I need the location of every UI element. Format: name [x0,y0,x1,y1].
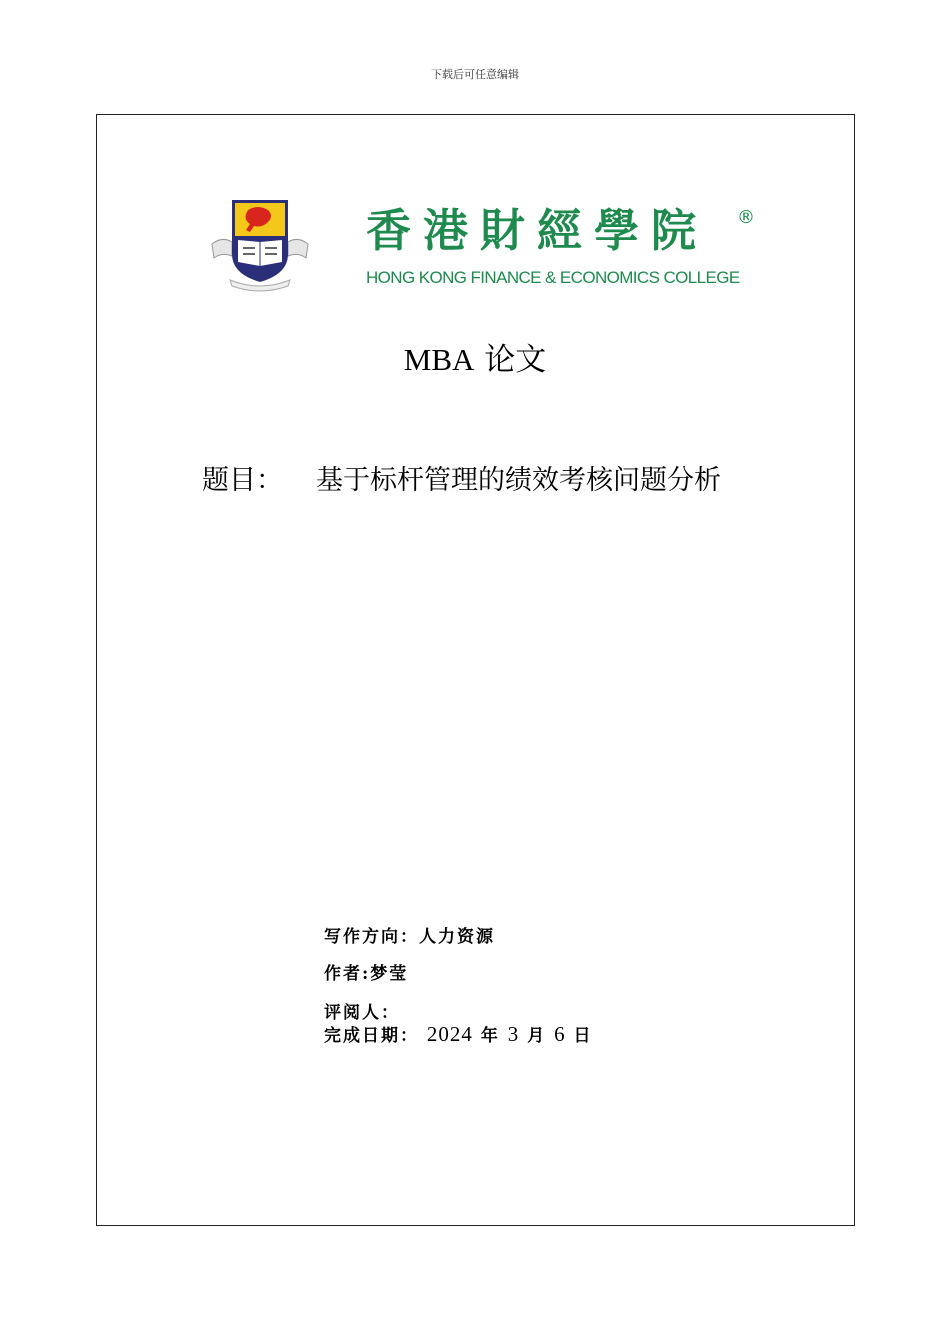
header-note: 下载后可任意编辑 [431,68,519,81]
date-day-unit: 日 [573,1026,593,1046]
date-year: 2024 [426,1022,473,1046]
reviewer-label: 评阅人： [324,1003,400,1023]
reviewer-line [324,998,400,1023]
document-type-heading [0,334,950,379]
thesis-title: 基于标杆管理的绩效考核问题分析 [316,465,721,496]
author-label: 作者: [324,964,371,984]
date-month-unit: 月 [527,1026,547,1046]
direction-label: 写作方向： [324,927,419,947]
college-crest-icon [208,196,312,292]
direction-value: 人力资源 [419,927,495,947]
college-name-en: HONG KONG FINANCE & ECONOMICS COLLEGE [366,268,740,287]
doc-type-suffix: 论文 [484,342,547,378]
author-line [324,959,408,984]
date-day: 6 [554,1022,566,1046]
date-month: 3 [507,1022,520,1046]
title-label: 题目： [202,465,283,496]
date-label: 完成日期： [324,1026,419,1046]
writing-direction-line [324,922,495,947]
doc-type-prefix: MBA [403,342,475,377]
date-year-unit: 年 [480,1026,500,1046]
college-name-cn: 香港財經學院 [366,204,709,257]
author-value: 梦莹 [370,964,409,984]
completion-date-line [324,1021,593,1047]
registered-mark: ® [737,207,755,228]
thesis-title-row [202,458,721,497]
